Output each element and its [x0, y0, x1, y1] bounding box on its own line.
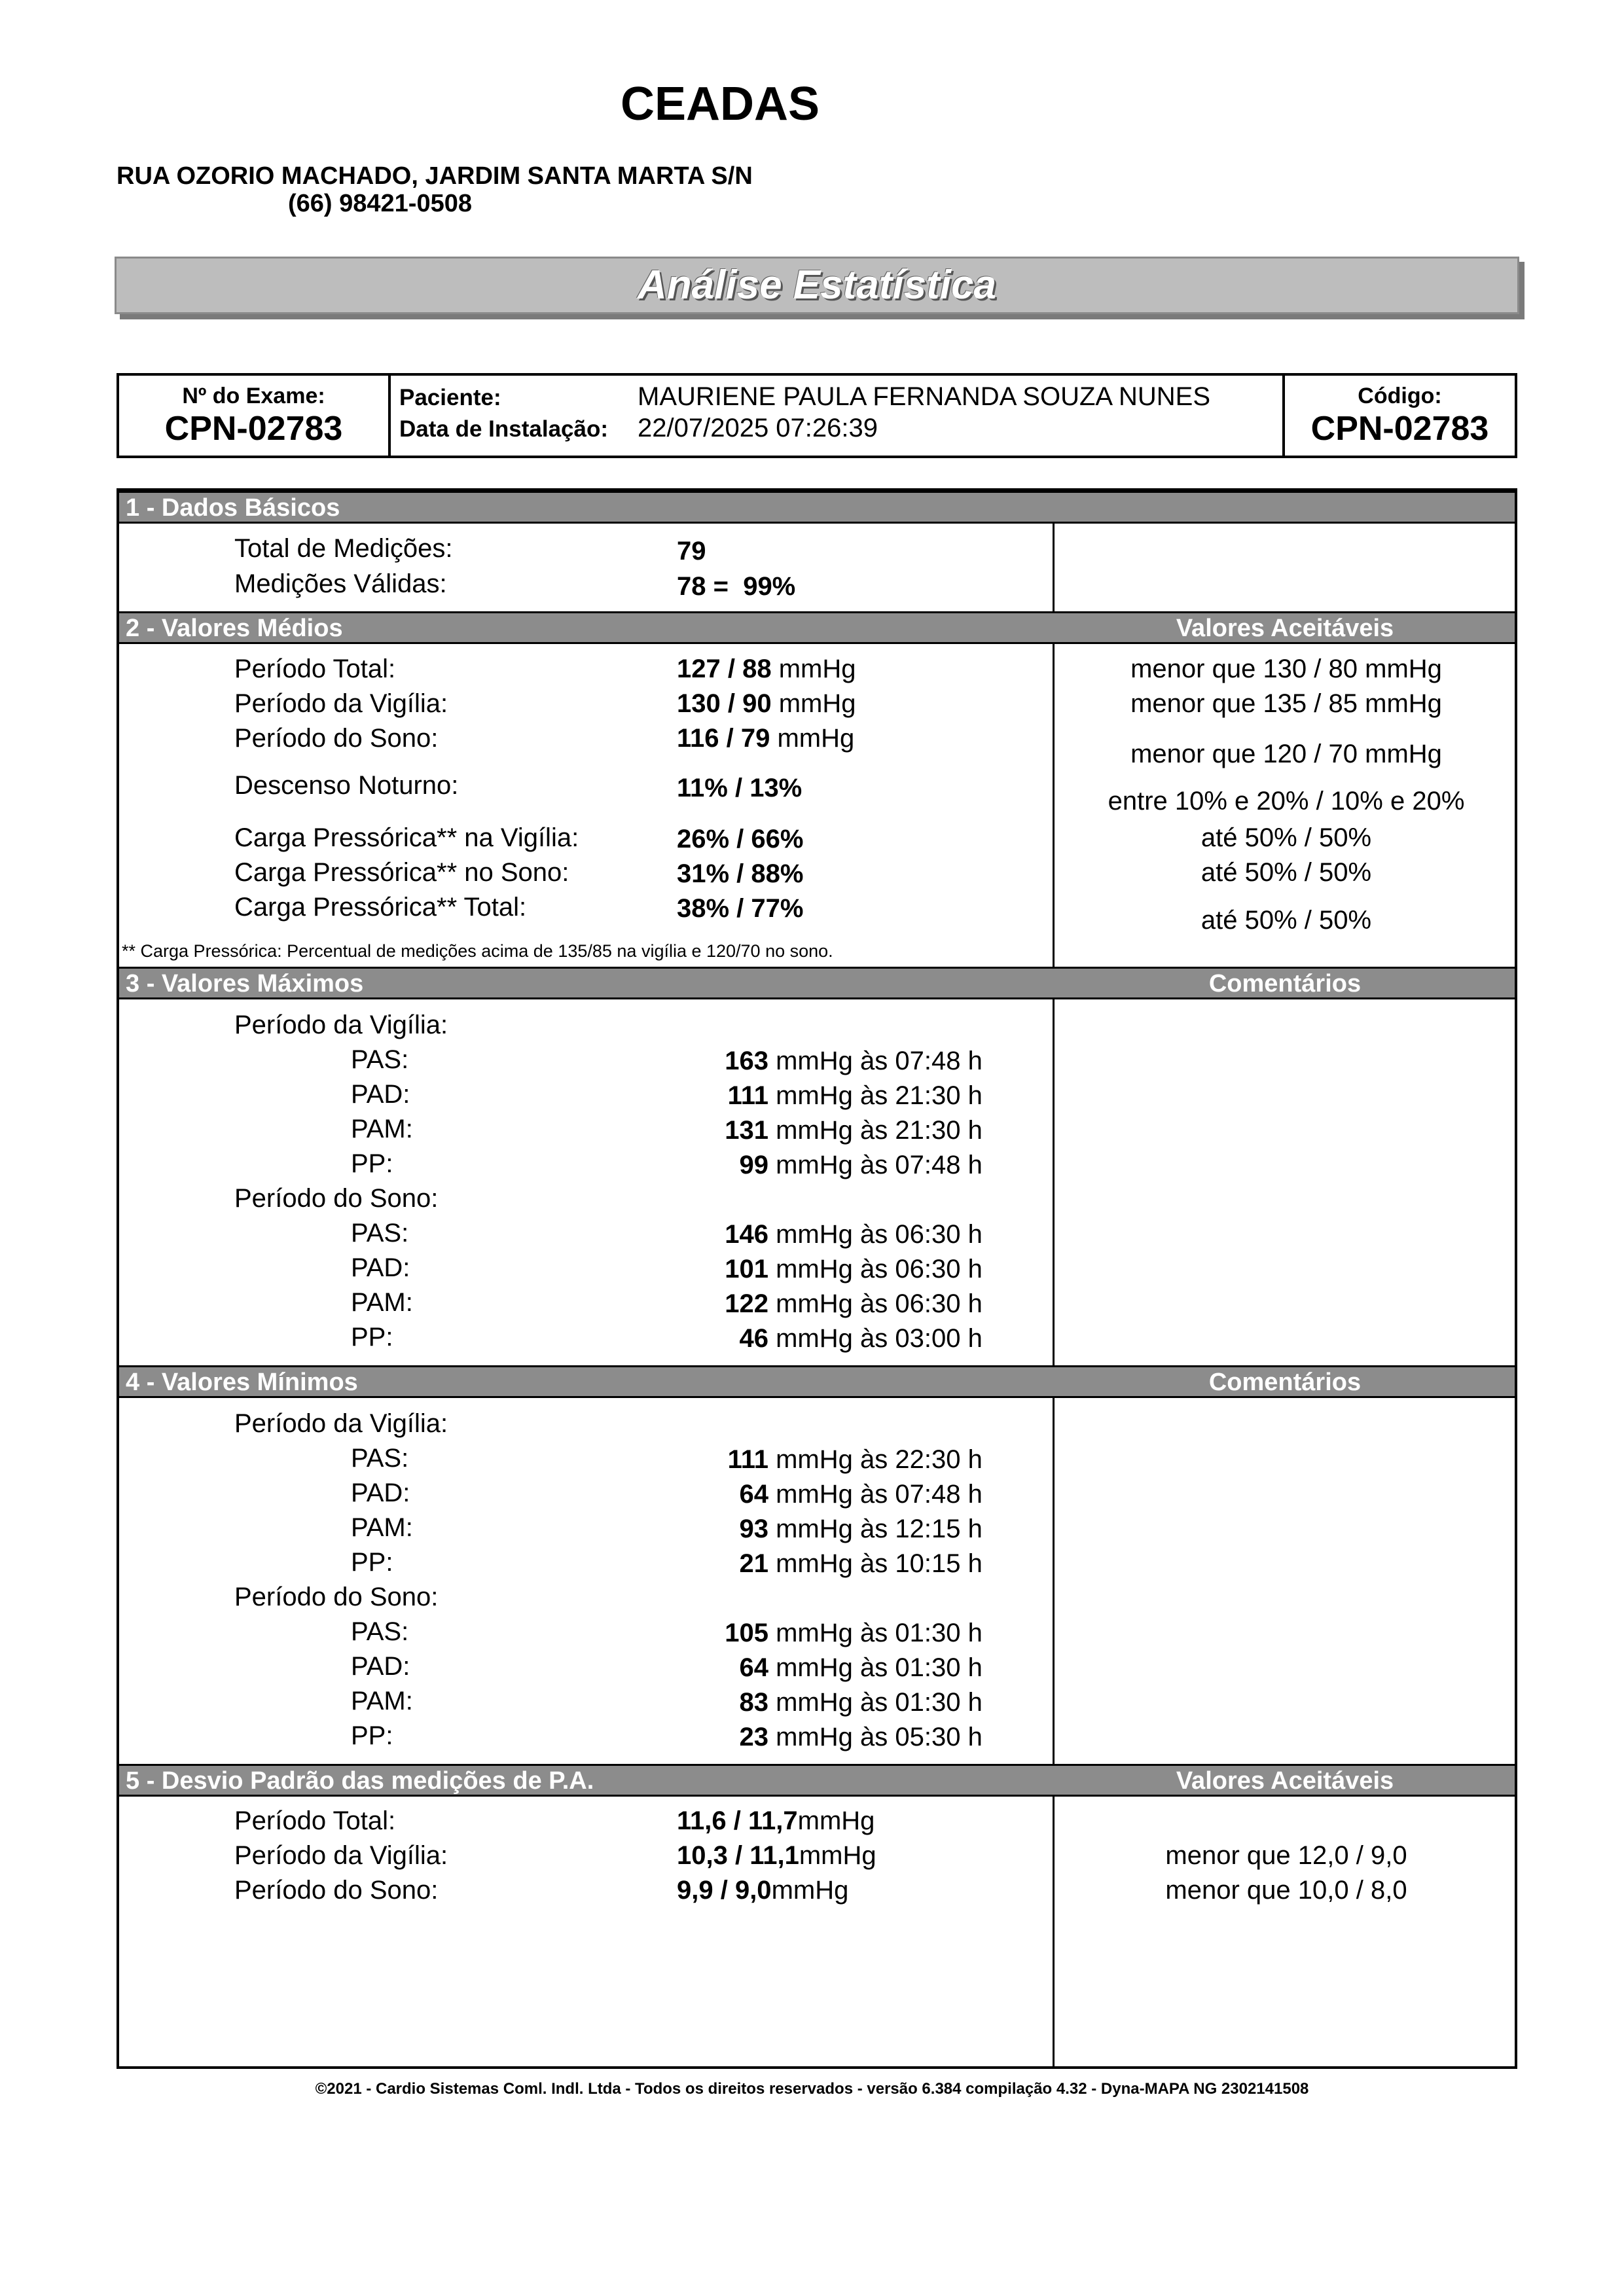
stat-label: PAS: — [351, 1617, 409, 1646]
stat-value: 131 — [725, 1116, 768, 1145]
stat-time: mmHg às 07:48 h — [768, 1480, 983, 1509]
stat-value-row — [690, 1116, 983, 1145]
stat-time: mmHg às 01:30 h — [768, 1619, 983, 1647]
stat-value-row — [690, 1081, 983, 1111]
stat-value: 99 — [739, 1151, 768, 1179]
report-title-banner: Análise Estatística — [115, 257, 1519, 314]
stat-label: PAD: — [351, 1253, 410, 1282]
section-title: 5 - Desvio Padrão das medições de P.A. — [126, 1767, 594, 1795]
mean-value: 130 / 90 — [677, 689, 772, 718]
code-value: CPN-02783 — [1310, 410, 1489, 448]
mean-value: 127 / 88 — [677, 655, 772, 683]
stat-value-row — [690, 1653, 983, 1683]
section-title: 4 - Valores Mínimos — [126, 1369, 358, 1396]
std-row-label: Período da Vigília: — [234, 1841, 448, 1870]
section-min-values-header — [119, 1365, 1515, 1398]
wake-period-label: Período da Vigília: — [234, 1011, 448, 1039]
section-right-title: Valores Aceitáveis — [1176, 1767, 1394, 1795]
company-name: CEADAS — [620, 78, 820, 130]
stat-time: mmHg às 21:30 h — [768, 1081, 983, 1110]
mean-row-reference: menor que 135 / 85 mmHg — [1130, 689, 1442, 718]
stat-value: 122 — [725, 1289, 768, 1318]
copyright-footer: ©2021 - Cardio Sistemas Coml. Indl. Ltda - Todos os direitos reservados - versão 6.384 compilação 4.32 - Dyna-MAPA NG 2302141508 — [315, 2080, 1309, 2098]
mean-unit: mmHg — [771, 689, 856, 718]
stat-time: mmHg às 21:30 h — [768, 1116, 983, 1145]
stat-value: 93 — [739, 1515, 768, 1543]
stat-value-row — [690, 1220, 983, 1249]
std-row-reference: menor que 12,0 / 9,0 — [1165, 1841, 1407, 1870]
std-value: 9,9 / 9,0 — [677, 1876, 772, 1905]
section-title: 3 - Valores Máximos — [126, 970, 364, 997]
mean-unit: mmHg — [771, 655, 856, 683]
mean-row-reference: até 50% / 50% — [1200, 823, 1372, 852]
section-right-title: Valores Aceitáveis — [1176, 615, 1394, 642]
mean-value: 38% / 77% — [677, 894, 804, 923]
section-basic-data-header — [119, 491, 1515, 524]
stat-label: PAS: — [351, 1444, 409, 1473]
std-row-value — [677, 1806, 875, 1836]
stat-label: PAD: — [351, 1080, 410, 1109]
stat-value-row — [690, 1047, 983, 1076]
stat-label: PAS: — [351, 1219, 409, 1247]
section-right-title: Comentários — [1208, 970, 1362, 997]
std-unit: mmHg — [797, 1806, 875, 1835]
stat-value-row — [690, 1688, 983, 1717]
stat-time: mmHg às 07:48 h — [768, 1151, 983, 1179]
stat-value: 111 — [727, 1081, 768, 1110]
section-title: 1 - Dados Básicos — [126, 494, 340, 522]
stat-value-row — [690, 1723, 983, 1752]
std-row-value — [677, 1841, 876, 1871]
mean-value: 116 / 79 — [677, 724, 770, 753]
stat-value-row — [690, 1445, 983, 1475]
stat-value: 64 — [739, 1480, 768, 1509]
mean-row-value — [677, 689, 856, 719]
section-right-title: Comentários — [1208, 1369, 1362, 1396]
column-divider — [1053, 491, 1055, 2066]
std-row-label: Período do Sono: — [234, 1876, 439, 1905]
stat-label: PAM: — [351, 1513, 413, 1542]
stat-value: 146 — [725, 1220, 768, 1249]
stat-time: mmHg às 06:30 h — [768, 1255, 983, 1283]
stat-time: mmHg às 07:48 h — [768, 1047, 983, 1075]
stat-value-row — [690, 1151, 983, 1180]
install-date-value: 22/07/2025 07:26:39 — [638, 414, 878, 442]
stat-time: mmHg às 03:00 h — [768, 1324, 983, 1353]
mean-row-label: Período da Vigília: — [234, 689, 448, 718]
stat-value: 105 — [725, 1619, 768, 1647]
mean-row-value — [677, 894, 803, 924]
sleep-period-label: Período do Sono: — [234, 1184, 439, 1213]
stat-value: 163 — [725, 1047, 768, 1075]
code-cell — [1282, 376, 1515, 456]
mean-unit: mmHg — [770, 724, 855, 753]
stat-label: PAM: — [351, 1288, 413, 1317]
mean-row-value — [677, 859, 803, 889]
stat-label: PAS: — [351, 1045, 409, 1074]
mean-row-label: Carga Pressórica** Total: — [234, 893, 527, 922]
mean-row-value — [677, 774, 802, 803]
valid-measurements-value: 78 = 99% — [677, 572, 796, 601]
stat-time: mmHg às 01:30 h — [768, 1688, 983, 1717]
stat-value: 64 — [739, 1653, 768, 1682]
stat-time: mmHg às 06:30 h — [768, 1289, 983, 1318]
stat-value: 101 — [725, 1255, 768, 1283]
std-unit: mmHg — [799, 1841, 876, 1870]
stat-value-row — [690, 1289, 983, 1319]
patient-label: Paciente: — [399, 385, 501, 410]
exam-info-box — [117, 373, 1517, 458]
stat-label: PP: — [351, 1323, 393, 1352]
sleep-period-label: Período do Sono: — [234, 1583, 439, 1611]
mean-row-reference: entre 10% e 20% / 10% e 20% — [1108, 787, 1465, 816]
mean-row-value — [677, 655, 856, 684]
mean-row-label: Período Total: — [234, 655, 396, 683]
stat-label: PAD: — [351, 1479, 410, 1507]
stat-label: PAM: — [351, 1687, 413, 1715]
stat-label: PAM: — [351, 1115, 413, 1143]
mean-row-label: Período do Sono: — [234, 724, 439, 753]
stat-time: mmHg às 22:30 h — [768, 1445, 983, 1474]
stat-label: PP: — [351, 1548, 393, 1577]
mean-value: 26% / 66% — [677, 825, 804, 853]
stat-label: PAD: — [351, 1652, 410, 1681]
std-value: 10,3 / 11,1 — [677, 1841, 799, 1870]
stat-label: PP: — [351, 1149, 393, 1178]
statistics-table — [117, 488, 1517, 2069]
stat-value: 111 — [727, 1445, 768, 1474]
total-measurements-label: Total de Medições: — [234, 534, 453, 563]
stat-value: 23 — [739, 1723, 768, 1751]
stat-value-row — [690, 1515, 983, 1544]
mean-row-value — [677, 825, 803, 854]
exam-number-cell — [119, 376, 391, 456]
mean-row-reference: até 50% / 50% — [1200, 906, 1372, 935]
mean-row-value — [677, 724, 854, 753]
wake-period-label: Período da Vigília: — [234, 1409, 448, 1438]
stat-value: 46 — [739, 1324, 768, 1353]
install-date-label: Data de Instalação: — [399, 416, 608, 442]
stat-value-row — [690, 1480, 983, 1509]
std-unit: mmHg — [771, 1876, 849, 1905]
std-row-reference: menor que 10,0 / 8,0 — [1165, 1876, 1407, 1905]
stat-value: 21 — [739, 1549, 768, 1578]
section-std-dev-header — [119, 1764, 1515, 1797]
total-measurements-value: 79 — [677, 537, 706, 565]
stat-time: mmHg às 01:30 h — [768, 1653, 983, 1682]
std-row-label: Período Total: — [234, 1806, 396, 1835]
company-address: RUA OZORIO MACHADO, JARDIM SANTA MARTA S/N — [117, 162, 753, 190]
mean-row-reference: menor que 130 / 80 mmHg — [1130, 655, 1442, 683]
company-phone: (66) 98421-0508 — [288, 190, 472, 217]
section-title: 2 - Valores Médios — [126, 615, 343, 642]
stat-label: PP: — [351, 1721, 393, 1750]
std-row-value — [677, 1876, 848, 1905]
stat-time: mmHg às 06:30 h — [768, 1220, 983, 1249]
stat-value-row — [690, 1549, 983, 1579]
exam-number-label: Nº do Exame: — [182, 384, 325, 408]
section-max-values-header — [119, 967, 1515, 999]
pressure-load-footnote: ** Carga Pressórica: Percentual de medições acima de 135/85 na vigília e 120/70 no sono. — [122, 941, 833, 961]
mean-value: 31% / 88% — [677, 859, 804, 888]
stat-value-row — [690, 1619, 983, 1648]
mean-value: 11% / 13% — [677, 774, 803, 802]
stat-value-row — [690, 1324, 983, 1354]
mean-row-label: Carga Pressórica** no Sono: — [234, 858, 569, 887]
code-label: Código: — [1358, 384, 1442, 408]
stat-time: mmHg às 12:15 h — [768, 1515, 983, 1543]
stat-value-row — [690, 1255, 983, 1284]
mean-row-label: Descenso Noturno: — [234, 771, 459, 800]
std-value: 11,6 / 11,7 — [677, 1806, 798, 1835]
valid-measurements-label: Medições Válidas: — [234, 569, 447, 598]
stat-time: mmHg às 10:15 h — [768, 1549, 983, 1578]
exam-number-value: CPN-02783 — [164, 410, 343, 448]
section-mean-values-header — [119, 611, 1515, 644]
stat-time: mmHg às 05:30 h — [768, 1723, 983, 1751]
patient-name: MAURIENE PAULA FERNANDA SOUZA NUNES — [638, 382, 1210, 411]
mean-row-label: Carga Pressórica** na Vigília: — [234, 823, 579, 852]
stat-value: 83 — [739, 1688, 768, 1717]
mean-row-reference: menor que 120 / 70 mmHg — [1130, 740, 1442, 768]
mean-row-reference: até 50% / 50% — [1200, 858, 1372, 887]
